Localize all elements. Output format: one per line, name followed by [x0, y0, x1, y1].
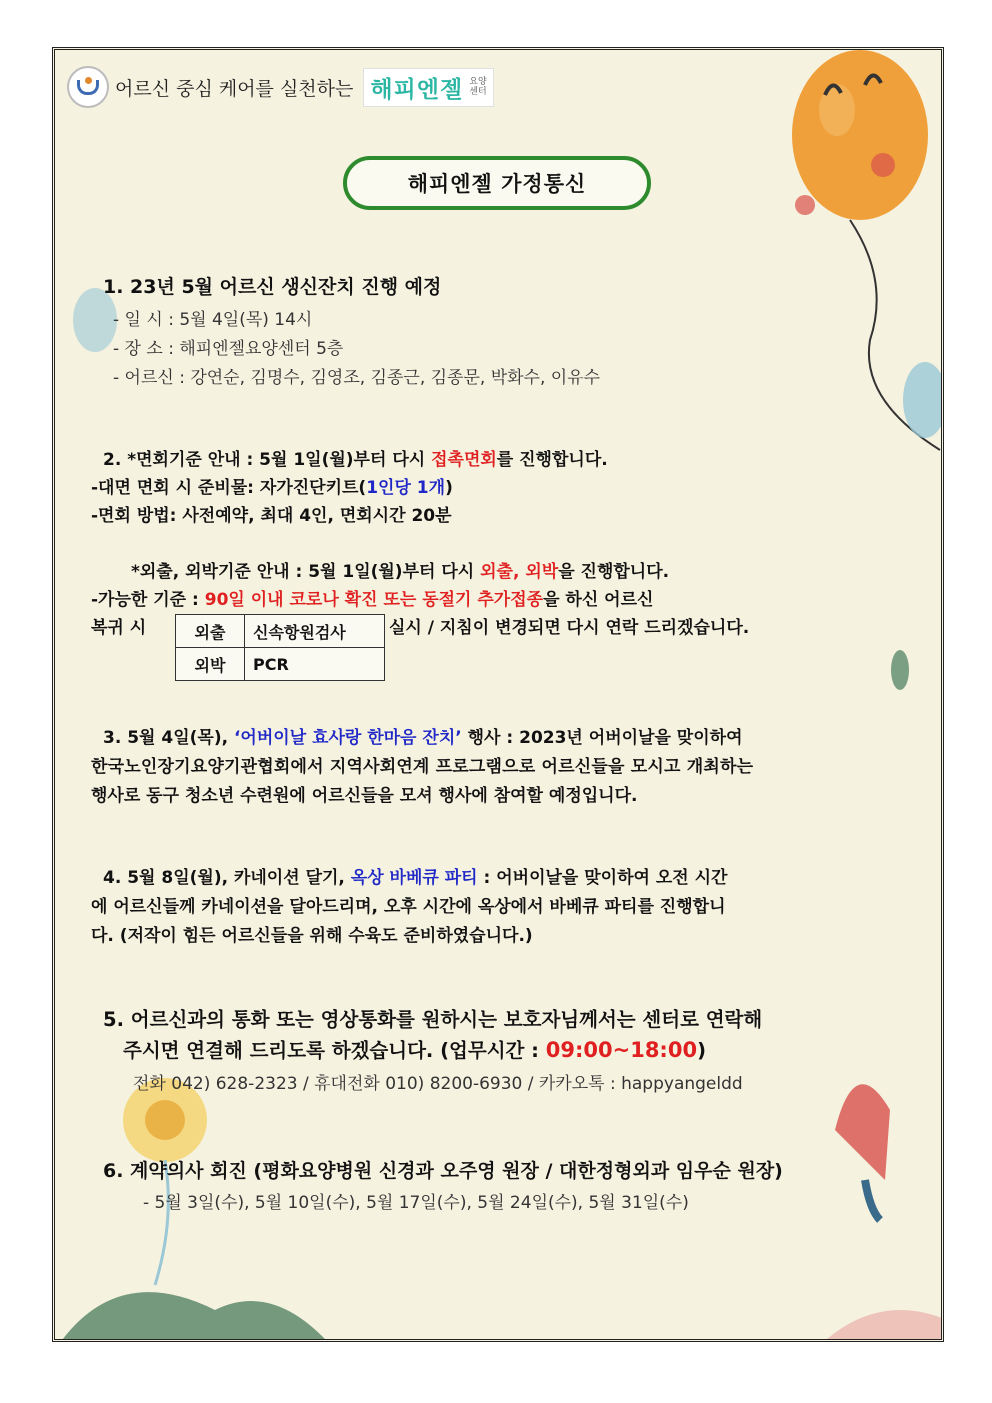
- table-row: [176, 615, 385, 648]
- section2-line6-text: 실시 / 지침이 변경되면 다시 연락 드리겠습니다.: [389, 618, 750, 638]
- document-page: [52, 47, 944, 1342]
- section4-line1: 4. 5월 8일(월), 카네이션 달기, 옥상 바베큐 파티 : 어버이날을 맞이하여 오전 시간: [103, 868, 728, 888]
- hill-decoration: [55, 1260, 944, 1342]
- section5-line2: 주시면 연결해 드리도록 하겠습니다. (업무시간 : 09:00~18:00): [123, 1038, 706, 1062]
- header-slogan: 어르신 중심 케어를 실천하는: [115, 77, 354, 100]
- organization-logo-icon: [67, 66, 109, 108]
- section4-line3: 다. (저작이 힘든 어르신들을 위해 수육도 준비하였습니다.): [91, 926, 533, 946]
- brand-sub: 요양 센터: [469, 77, 487, 97]
- table-cell: 외출: [176, 615, 245, 648]
- section3-line3: 행사로 동구 청소년 수련원에 어르신들을 모셔 행사에 참여할 예정입니다.: [91, 786, 638, 806]
- brand-logo: [363, 68, 493, 107]
- section3-line1: 3. 5월 4일(목), ‘어버이날 효사랑 한마음 잔치’ 행사 : 2023년 어버이날을 맞이하여: [103, 728, 743, 748]
- section2-line1: 2. *면회기준 안내 : 5월 1일(월)부터 다시 접촉면회를 진행합니다.: [103, 450, 608, 470]
- section6-dates: - 5월 3일(수), 5월 10일(수), 5월 17일(수), 5월 24일(수), 5월 31일(수): [143, 1193, 689, 1213]
- section2-line4: *외출, 외박기준 안내 : 5월 1일(월)부터 다시 외출, 외박을 진행합니다.: [131, 562, 670, 582]
- section1-date: - 일 시 : 5월 4일(목) 14시: [113, 310, 313, 330]
- leaf-decoration: [885, 645, 915, 695]
- table-row: [176, 648, 385, 681]
- header-bar: [67, 66, 494, 108]
- table-cell: 외박: [176, 648, 245, 681]
- section2-line5: -가능한 기준 : 90일 이내 코로나 확진 또는 동절기 추가접종을 하신 어르신: [91, 590, 654, 610]
- section1-heading: 1. 23년 5월 어르신 생신잔치 진행 예정: [103, 276, 442, 298]
- section5-contact: 전화 042) 628-2323 / 휴대전화 010) 8200-6930 / 카카오톡 : happyangeldd: [133, 1074, 743, 1094]
- section1-people: - 어르신 : 강연순, 김명수, 김영조, 김종근, 김종문, 박화수, 이유수: [113, 368, 601, 388]
- table-cell: 신속항원검사: [245, 615, 385, 648]
- section1-place: - 장 소 : 해피엔젤요양센터 5층: [113, 339, 344, 359]
- document-title: 해피엔젤 가정통신: [343, 156, 651, 210]
- brand-name: 해피엔젤: [370, 76, 464, 103]
- section4-line2: 에 어르신들께 카네이션을 달아드리며, 오후 시간에 옥상에서 바베큐 파티를 진행합니: [91, 897, 726, 917]
- section3-line2: 한국노인장기요양기관협회에서 지역사회연계 프로그램으로 어르신들을 모시고 개최하는: [91, 757, 754, 777]
- section5-line1: 5. 어르신과의 통화 또는 영상통화를 원하시는 보호자님께서는 센터로 연락해: [103, 1008, 763, 1031]
- section6-heading: 6. 계약의사 회진 (평화요양병원 신경과 오주영 원장 / 대한정형외과 임우순 원장): [103, 1160, 783, 1182]
- section2-line3: -면회 방법: 사전예약, 최대 4인, 면회시간 20분: [91, 506, 452, 526]
- mushroom-decoration: [825, 1070, 905, 1230]
- section2-line6-label: 복귀 시: [91, 618, 147, 638]
- table-cell: PCR: [245, 648, 385, 681]
- section2-line2: -대면 면회 시 준비물: 자가진단키트(1인당 1개): [91, 478, 453, 498]
- balloon-illustration: [755, 50, 944, 470]
- outing-test-table: [175, 614, 385, 681]
